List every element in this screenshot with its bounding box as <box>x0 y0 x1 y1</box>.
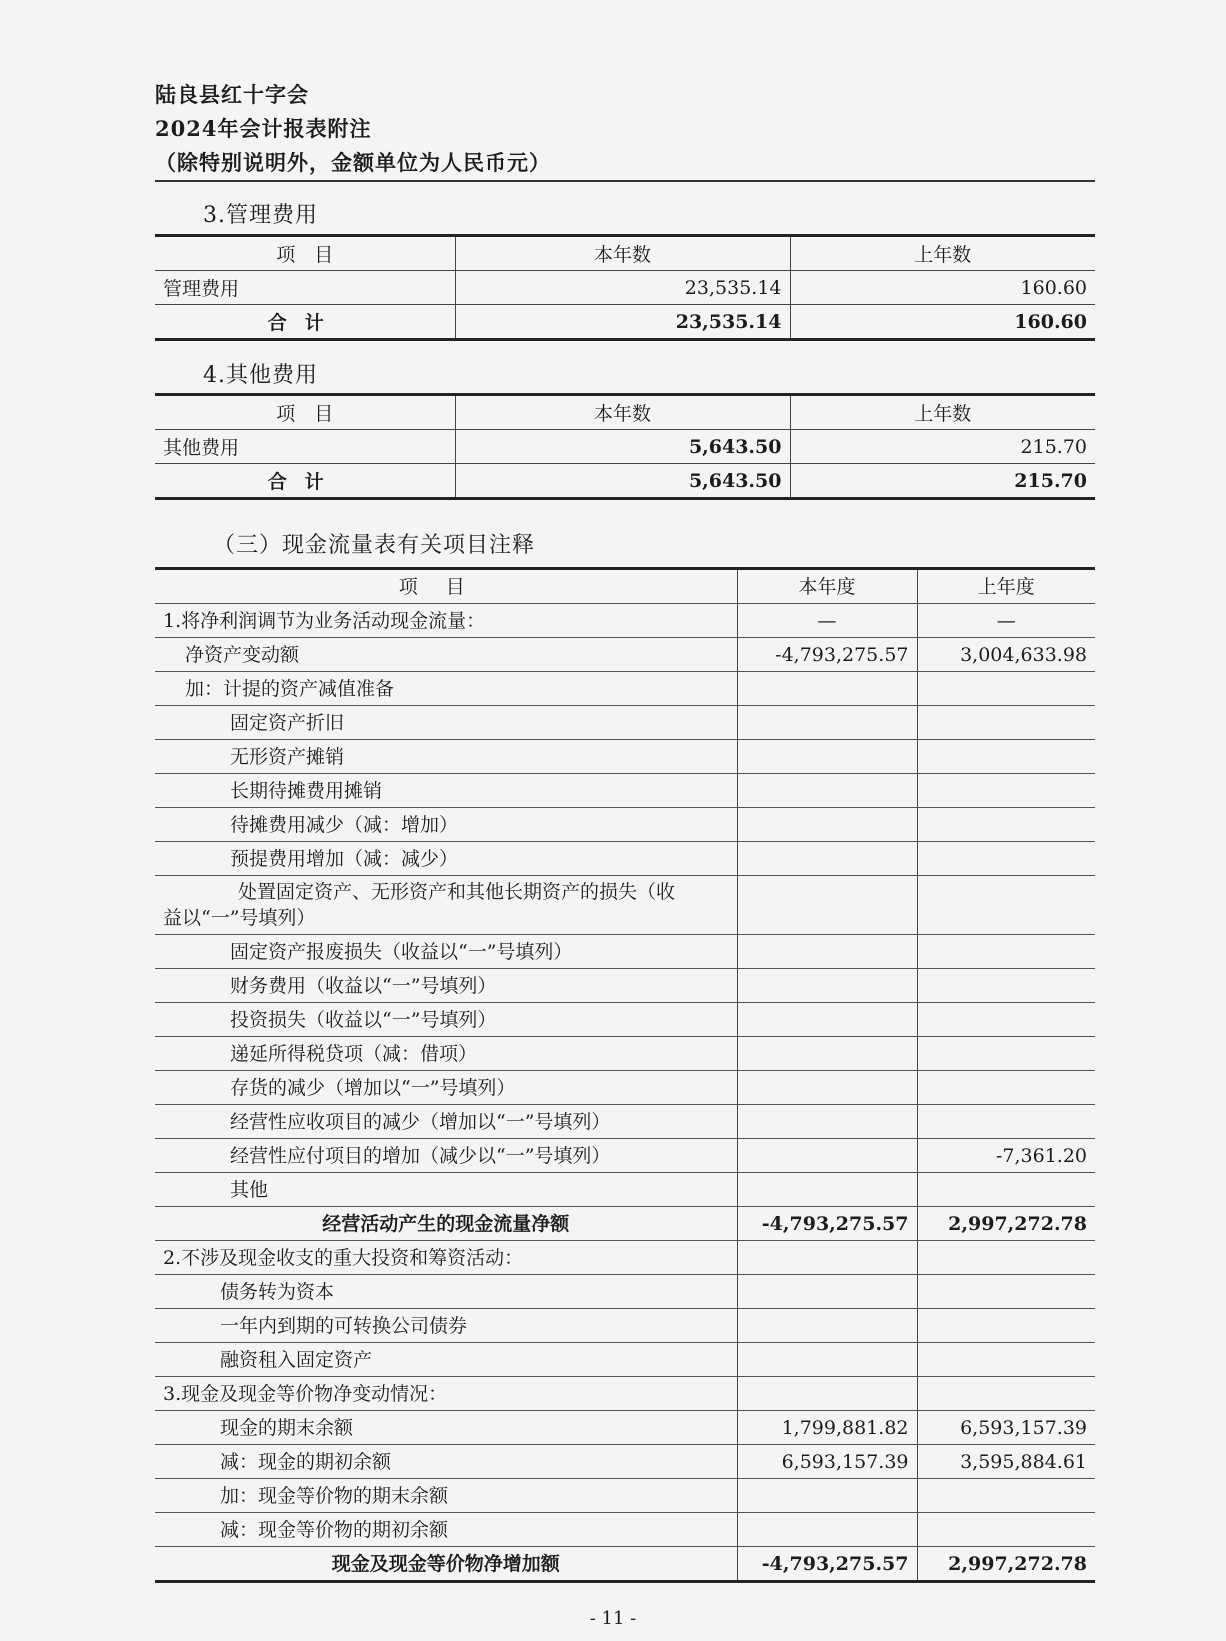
current-value <box>737 1139 917 1173</box>
table-row <box>155 740 1095 774</box>
row-label: 待摊费用减少（减：增加） <box>155 808 737 842</box>
row-label: 其他费用 <box>155 430 455 464</box>
other-expenses-table <box>155 393 1095 500</box>
row-label: 预提费用增加（减：减少） <box>155 842 737 876</box>
total-row <box>155 1547 1095 1582</box>
col-header-current: 本年数 <box>455 395 790 430</box>
row-label: 净资产变动额 <box>155 638 737 672</box>
row-label: 现金及现金等价物净增加额 <box>155 1547 737 1582</box>
prior-value: 3,595,884.61 <box>917 1445 1095 1479</box>
row-label: 经营性应付项目的增加（减少以“一”号填列） <box>155 1139 737 1173</box>
cashflow-notes-table <box>155 567 1095 1583</box>
prior-value <box>917 1241 1095 1275</box>
section-title-cashflow-notes: （三）现金流量表有关项目注释 <box>213 533 536 558</box>
currency-note: （除特别说明外，金额单位为人民币元） <box>155 150 551 175</box>
table-header-row <box>155 395 1095 430</box>
current-value: 1,799,881.82 <box>737 1411 917 1445</box>
table-row <box>155 774 1095 808</box>
table-row <box>155 1275 1095 1309</box>
row-label-line-1: 处置固定资产、无形资产和其他长期资产的损失（收 <box>238 881 676 903</box>
row-label: 2.不涉及现金收支的重大投资和筹资活动： <box>155 1241 737 1275</box>
current-value: -4,793,275.57 <box>737 1547 917 1582</box>
table-row <box>155 842 1095 876</box>
prior-value: 2,997,272.78 <box>917 1547 1095 1582</box>
current-value <box>737 706 917 740</box>
table-row <box>155 935 1095 969</box>
table-row <box>155 969 1095 1003</box>
row-label: 经营活动产生的现金流量净额 <box>155 1207 737 1241</box>
prior-value: -7,361.20 <box>917 1139 1095 1173</box>
page-number: - 11 - <box>589 1608 637 1629</box>
current-value <box>737 935 917 969</box>
row-label: 递延所得税贷项（减：借项） <box>155 1037 737 1071</box>
current-value <box>737 1377 917 1411</box>
table-row <box>155 1173 1095 1207</box>
current-value: 23,535.14 <box>455 271 790 305</box>
section-title-other-expenses: 4.其他费用 <box>203 363 318 388</box>
document-header <box>155 78 551 180</box>
row-label: 财务费用（收益以“一”号填列） <box>155 969 737 1003</box>
prior-value <box>917 1071 1095 1105</box>
prior-value <box>917 1309 1095 1343</box>
prior-value: — <box>917 604 1095 638</box>
col-header-prior: 上年度 <box>917 569 1095 604</box>
current-value <box>737 1241 917 1275</box>
row-label: 固定资产报废损失（收益以“一”号填列） <box>155 935 737 969</box>
row-label: 存货的减少（增加以“一”号填列） <box>155 1071 737 1105</box>
table-row <box>155 876 1095 935</box>
total-prior: 160.60 <box>1014 310 1087 333</box>
subtotal-row <box>155 1207 1095 1241</box>
prior-value: 3,004,633.98 <box>917 638 1095 672</box>
prior-value <box>917 1343 1095 1377</box>
row-label: 长期待摊费用摊销 <box>155 774 737 808</box>
prior-value: 6,593,157.39 <box>917 1411 1095 1445</box>
table-row <box>155 1343 1095 1377</box>
report-title: 2024年会计报表附注 <box>155 116 372 141</box>
current-value: — <box>737 604 917 638</box>
row-label: 现金的期末余额 <box>155 1411 737 1445</box>
total-current: 23,535.14 <box>455 305 790 340</box>
prior-value <box>917 706 1095 740</box>
row-label: 其他 <box>155 1173 737 1207</box>
col-header-prior: 上年数 <box>790 236 1095 271</box>
current-value <box>737 1071 917 1105</box>
prior-value <box>917 969 1095 1003</box>
table-row <box>155 672 1095 706</box>
col-header-item: 项 目 <box>155 395 455 430</box>
row-label: 3.现金及现金等价物净变动情况： <box>155 1377 737 1411</box>
prior-value <box>917 1377 1095 1411</box>
row-label <box>155 876 737 935</box>
table-row <box>155 808 1095 842</box>
current-value <box>737 1173 917 1207</box>
row-label: 固定资产折旧 <box>155 706 737 740</box>
prior-value <box>917 935 1095 969</box>
table-row <box>155 271 1095 305</box>
table-row <box>155 1445 1095 1479</box>
col-header-current: 本年度 <box>737 569 917 604</box>
table-row <box>155 1513 1095 1547</box>
total-label: 合计 <box>155 464 455 499</box>
prior-value: 160.60 <box>790 271 1095 305</box>
prior-value <box>917 1037 1095 1071</box>
row-label: 加：计提的资产减值准备 <box>155 672 737 706</box>
table-row <box>155 1071 1095 1105</box>
table-header-row <box>155 236 1095 271</box>
row-label: 加：现金等价物的期末余额 <box>155 1479 737 1513</box>
row-label: 融资租入固定资产 <box>155 1343 737 1377</box>
current-value <box>737 1003 917 1037</box>
row-label: 债务转为资本 <box>155 1275 737 1309</box>
row-label-line-2: 益以“一”号填列） <box>163 907 316 929</box>
prior-value <box>917 672 1095 706</box>
admin-expenses-table <box>155 234 1095 341</box>
current-value <box>737 808 917 842</box>
row-label: 管理费用 <box>155 271 455 305</box>
table-row <box>155 1377 1095 1411</box>
prior-value <box>917 1275 1095 1309</box>
row-label: 减：现金等价物的期初余额 <box>155 1513 737 1547</box>
row-label: 一年内到期的可转换公司债券 <box>155 1309 737 1343</box>
total-row <box>155 464 1095 499</box>
current-value <box>737 1309 917 1343</box>
header-divider <box>155 180 1095 182</box>
prior-value <box>917 876 1095 935</box>
current-value <box>737 1105 917 1139</box>
row-label: 经营性应收项目的减少（增加以“一”号填列） <box>155 1105 737 1139</box>
prior-value <box>917 808 1095 842</box>
current-value <box>737 1275 917 1309</box>
current-value <box>737 876 917 935</box>
current-value <box>737 969 917 1003</box>
prior-value: 215.70 <box>790 430 1095 464</box>
current-value <box>737 740 917 774</box>
table-row <box>155 1411 1095 1445</box>
section-title-admin-expenses: 3.管理费用 <box>203 203 318 228</box>
prior-value: 2,997,272.78 <box>917 1207 1095 1241</box>
total-label: 合计 <box>155 305 455 340</box>
total-prior: 215.70 <box>1014 469 1087 492</box>
table-row <box>155 1479 1095 1513</box>
current-value <box>737 1513 917 1547</box>
prior-value <box>917 774 1095 808</box>
table-row <box>155 638 1095 672</box>
row-label: 1.将净利润调节为业务活动现金流量： <box>155 604 737 638</box>
total-row <box>155 305 1095 340</box>
prior-value <box>917 1105 1095 1139</box>
prior-value <box>917 1173 1095 1207</box>
table-row <box>155 430 1095 464</box>
current-value <box>737 1343 917 1377</box>
current-value: 5,643.50 <box>455 430 790 464</box>
col-header-current: 本年数 <box>455 236 790 271</box>
table-row <box>155 604 1095 638</box>
table-row <box>155 1037 1095 1071</box>
table-row <box>155 706 1095 740</box>
col-header-item: 项目 <box>155 569 737 604</box>
current-value: 6,593,157.39 <box>737 1445 917 1479</box>
prior-value <box>917 842 1095 876</box>
current-value <box>737 1479 917 1513</box>
prior-value <box>917 1479 1095 1513</box>
current-value <box>737 774 917 808</box>
total-current: 5,643.50 <box>455 464 790 499</box>
prior-value <box>917 1003 1095 1037</box>
row-label: 无形资产摊销 <box>155 740 737 774</box>
row-label: 投资损失（收益以“一”号填列） <box>155 1003 737 1037</box>
current-value <box>737 842 917 876</box>
organization-name: 陆良县红十字会 <box>155 82 309 107</box>
row-label: 减：现金的期初余额 <box>155 1445 737 1479</box>
table-header-row <box>155 569 1095 604</box>
col-header-item: 项 目 <box>155 236 455 271</box>
prior-value <box>917 740 1095 774</box>
current-value <box>737 1037 917 1071</box>
table-row <box>155 1309 1095 1343</box>
table-row <box>155 1139 1095 1173</box>
current-value <box>737 672 917 706</box>
prior-value <box>917 1513 1095 1547</box>
col-header-prior: 上年数 <box>790 395 1095 430</box>
table-row <box>155 1003 1095 1037</box>
table-row <box>155 1241 1095 1275</box>
current-value: -4,793,275.57 <box>737 1207 917 1241</box>
table-row <box>155 1105 1095 1139</box>
current-value: -4,793,275.57 <box>737 638 917 672</box>
